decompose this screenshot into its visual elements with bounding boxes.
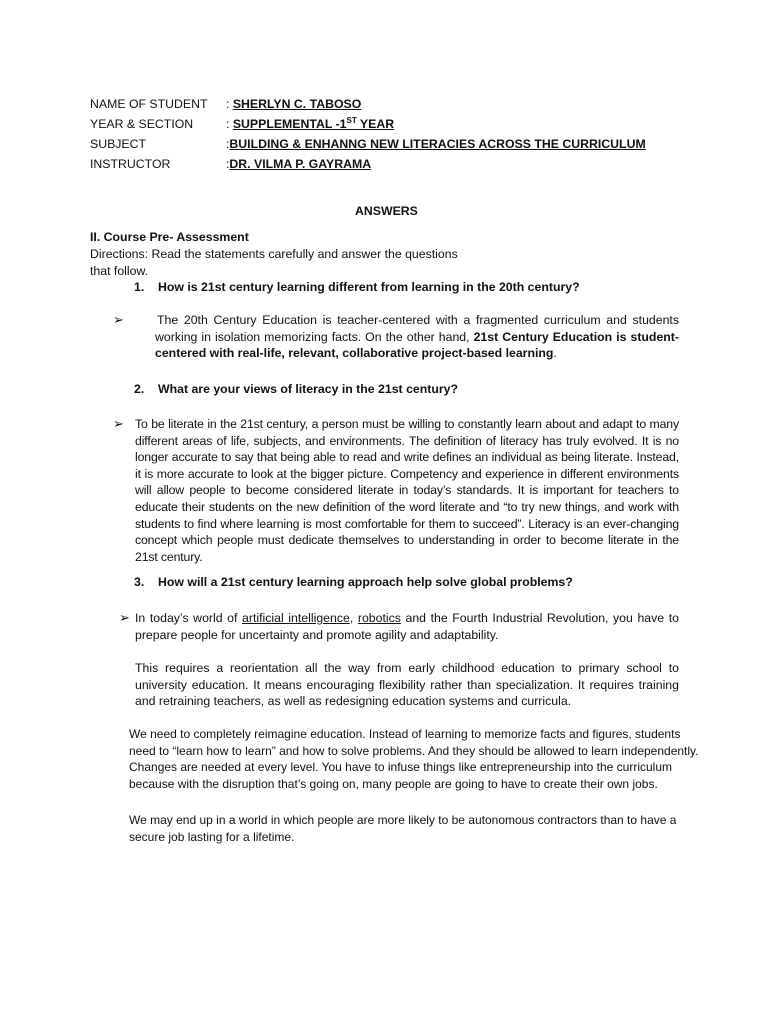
answer-3-paragraph-2: This requires a reorientation all the way from early childhood education to primary school to university education. It means encouraging flexibility rather than specialization. It requires training and retraining teachers, as well as redesigning education systems and curricula. <box>135 661 679 709</box>
artificial-intelligence-link[interactable]: artificial intelligence <box>242 611 350 625</box>
year-value: SUPPLEMENTAL -1ST YEAR <box>232 115 395 131</box>
question-2: 2. What are your views of literacy in the 21st century? <box>134 382 459 396</box>
robotics-link[interactable]: robotics <box>357 611 401 625</box>
answer-3-paragraph-3: We need to completely reimagine education. Instead of learning to memorize facts and figures, students need to “learn how to learn” and how to solve problems. And they should be allowed to learn independently. Changes are needed at every level. You have to infuse things like entrepreneurship into the curriculum because with the disruption that’s going on, many people are going to have to create their own jobs. <box>129 727 699 791</box>
arrowhead-bullet-icon: ➢ <box>113 416 124 431</box>
name-label: NAME OF STUDENT <box>90 97 208 111</box>
section-heading: II. Course Pre- Assessment <box>90 230 249 244</box>
question-3: 3. How will a 21st century learning approach help solve global problems? <box>134 575 573 589</box>
answer-3-paragraph-1: In today’s world of artificial intelligence, robotics and the Fourth Industrial Revolution, you have to prepare people for uncertainty and promote agility and adaptability. <box>135 611 679 642</box>
answer-2: To be literate in the 21st century, a person must be willing to constantly learn about and adapt to many different areas of life, subjects, and environments. The definition of literacy has truly evolved. It is no longer accurate to say that being able to read and write defines an individual as being literate. Instead, it is more accurate to look at the bigger picture. Competency and experience in different environments will allow people to become considered literate in today’s standards. It is important for teachers to educate their students on the new definition of the word literate and “to try new things, and work with students to find where learning is most comfortable for them to succeed”. Literacy is an ever-changing concept which people must dedicate themselves to understanding in order to become literate in the 21st century. <box>135 417 679 564</box>
instructor-value: DR. VILMA P. GAYRAMA <box>229 157 372 171</box>
answer-1: The 20th Century Education is teacher-centered with a fragmented curriculum and students working in isolation memorizing facts. On the other hand, 21st Century Education is student-centered with real-life, relevant, collaborative project-based learning. <box>155 313 679 361</box>
answer-3-paragraph-4: We may end up in a world in which people are more likely to be autonomous contractors than to have a secure job lasting for a lifetime. <box>129 813 677 844</box>
page-title: ANSWERS <box>355 204 418 218</box>
arrowhead-bullet-icon: ➢ <box>113 312 124 327</box>
document-page: NAME OF STUDENT : SHERLYN C. TABOSO YEAR & SECTION : SUPPLEMENTAL -1ST YEAR SUBJECT :BUILDING & ENHANNG NEW LITERACIES ACROSS THE CURRICULUM INSTRUCTOR :DR. VILMA P. GAYRAMA ANSWERS II. Course Pre- Assessment Directions: Read the statements carefully and answer the questions that follow. 1. How is 21st century learning different from learning in the 20th century? ➢ The 20th Century Education is teacher-centered with a fragmented curriculum and students working in isolation memorizing facts. On the other hand, 21st Century Education is student-centered with real-life, relevant, collaborative project-based learning. 2. What are your views of literacy in the 21st century? ➢ To be literate in the 21st century, a person must be willing to constantly learn about and adapt to many different areas of life, subjects, and environments. The definition of literacy has truly evolved. It is no longer accurate to say that being able to read and write defines an individual as being literate. Instead, it is more accurate to look at the bigger picture. Competency and experience in different environments will allow people to become considered literate in today’s standards. It is important for teachers to educate their students on the new definition of the word literate and “to try new things, and work with students to find where learning is most comfortable for them to succeed”. Literacy is an ever-changing concept which people must dedicate themselves to understanding in order to become literate in the 21st century. 3. How will a 21st century learning approach help solve global problems? ➢ In today’s world of artificial intelligence, robotics and the Fourth Industrial Revolution, you have to prepare people for uncertainty and promote agility and adaptability. This requires a reorientation all the way from early childhood education to primary school to university education. It means encouraging flexibility rather than specialization. It requires training and retraining teachers, as well as redesigning education systems and curricula. We need to completely reimagine education. Instead of learning to memorize facts and figures, students need to “learn how to learn” and how to solve problems. And they should be allowed to learn independently. Changes are needed at every level. You have to infuse things like entrepreneurship into the curriculum because with the disruption that’s going on, many people are going to have to create their own jobs. We may end up in a world in which people are more likely to be autonomous contractors than to have a secure job lasting for a lifetime. <box>90 97 699 844</box>
question-1: 1. How is 21st century learning different from learning in the 20th century? <box>134 280 580 294</box>
directions-text: Directions: Read the statements carefully and answer the questions that follow. <box>90 247 458 278</box>
subject-label: SUBJECT <box>90 137 147 151</box>
arrowhead-bullet-icon: ➢ <box>119 610 130 625</box>
instructor-label: INSTRUCTOR <box>90 157 171 171</box>
name-value: SHERLYN C. TABOSO <box>232 97 362 111</box>
year-label: YEAR & SECTION <box>90 117 194 131</box>
subject-value: BUILDING & ENHANNG NEW LITERACIES ACROSS THE CURRICULUM <box>229 137 646 151</box>
